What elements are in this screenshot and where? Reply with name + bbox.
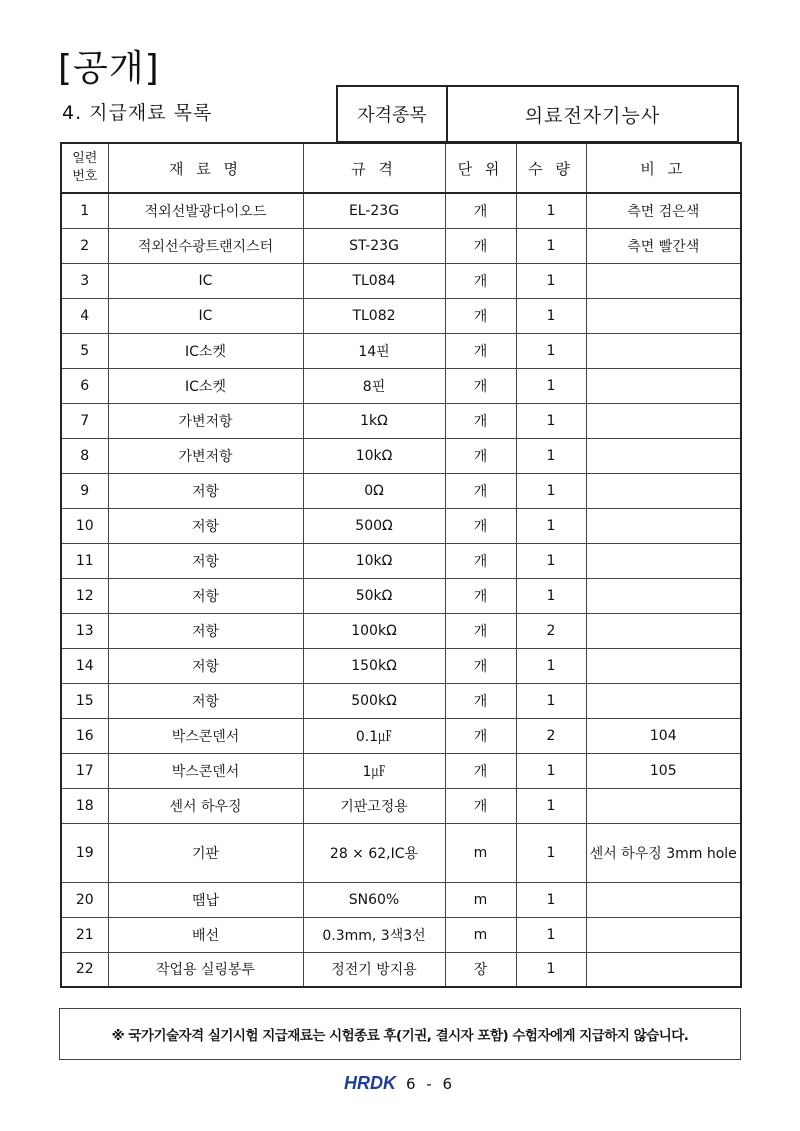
cell-note [586,473,741,508]
cell-note [586,298,741,333]
cell-note [586,438,741,473]
cell-material-name: 저항 [108,473,303,508]
cell-serial-number: 8 [61,438,108,473]
table-row [61,683,741,718]
cell-spec: 1kΩ [303,403,445,438]
cell-material-name: 저항 [108,683,303,718]
table-row [61,193,741,228]
cell-unit: 개 [445,193,516,228]
cell-quantity: 1 [516,753,586,788]
cell-spec: 500Ω [303,508,445,543]
cell-material-name: 박스콘덴서 [108,753,303,788]
cell-unit: 개 [445,228,516,263]
cell-unit: 개 [445,683,516,718]
cell-note [586,882,741,917]
notice-box: ※ 국가기술자격 실기시험 지급재료는 시험종료 후(기권, 결시자 포함) 수험자에게 지급하지 않습니다. [59,1008,741,1060]
cell-material-name: 저항 [108,578,303,613]
cell-spec: ST-23G [303,228,445,263]
table-row [61,882,741,917]
table-header-row [61,143,741,193]
table-row [61,403,741,438]
cell-serial-number: 3 [61,263,108,298]
cell-unit: 개 [445,508,516,543]
cell-quantity: 1 [516,917,586,952]
cell-material-name: 배선 [108,917,303,952]
header-serial-line1: 일련 [72,151,98,166]
cell-serial-number: 14 [61,648,108,683]
cell-note [586,917,741,952]
cell-unit: 개 [445,578,516,613]
cell-spec: 14핀 [303,333,445,368]
cell-spec: SN60% [303,882,445,917]
cell-note: 104 [586,718,741,753]
cell-material-name: 저항 [108,543,303,578]
cell-unit: 개 [445,718,516,753]
cell-material-name: IC [108,263,303,298]
cell-quantity: 1 [516,823,586,882]
cell-unit: 개 [445,263,516,298]
cell-serial-number: 10 [61,508,108,543]
cell-quantity: 1 [516,403,586,438]
cell-unit: 개 [445,368,516,403]
cell-unit: 개 [445,473,516,508]
cell-note [586,578,741,613]
qualification-value: 의료전자기능사 [524,104,661,127]
cell-note: 측면 빨간색 [586,228,741,263]
table-row [61,508,741,543]
cell-quantity: 2 [516,613,586,648]
cell-quantity: 1 [516,578,586,613]
header-quantity: 수 량 [516,143,586,193]
cell-note [586,788,741,823]
cell-unit: 개 [445,648,516,683]
cell-serial-number: 11 [61,543,108,578]
table-row [61,333,741,368]
materials-table [60,142,742,988]
header-unit: 단 위 [445,143,516,193]
table-row [61,578,741,613]
cell-note: 센서 하우징 3mm hole [586,823,741,882]
cell-serial-number: 18 [61,788,108,823]
cell-note [586,368,741,403]
cell-material-name: IC소켓 [108,333,303,368]
cell-material-name: 적외선발광다이오드 [108,193,303,228]
table-row [61,788,741,823]
cell-quantity: 1 [516,333,586,368]
cell-serial-number: 6 [61,368,108,403]
table-row [61,823,741,882]
cell-serial-number: 12 [61,578,108,613]
cell-quantity: 1 [516,508,586,543]
cell-serial-number: 21 [61,917,108,952]
table-row [61,298,741,333]
cell-spec: 0.3mm, 3색3선 [303,917,445,952]
cell-serial-number: 20 [61,882,108,917]
cell-note [586,543,741,578]
cell-material-name: 적외선수광트랜지스터 [108,228,303,263]
cell-note [586,648,741,683]
cell-spec: 10kΩ [303,438,445,473]
cell-serial-number: 2 [61,228,108,263]
cell-quantity: 1 [516,788,586,823]
cell-quantity: 1 [516,882,586,917]
cell-material-name: 기판 [108,823,303,882]
table-row [61,263,741,298]
cell-spec: 정전기 방지용 [303,952,445,987]
cell-spec: TL084 [303,263,445,298]
cell-unit: 개 [445,753,516,788]
cell-unit: 장 [445,952,516,987]
cell-note: 105 [586,753,741,788]
cell-quantity: 1 [516,228,586,263]
cell-unit: 개 [445,298,516,333]
cell-spec: 8핀 [303,368,445,403]
cell-unit: m [445,882,516,917]
cell-spec: 50kΩ [303,578,445,613]
cell-spec: 150kΩ [303,648,445,683]
cell-material-name: 저항 [108,648,303,683]
cell-serial-number: 15 [61,683,108,718]
cell-material-name: 땜납 [108,882,303,917]
cell-quantity: 2 [516,718,586,753]
table-row [61,438,741,473]
cell-quantity: 1 [516,952,586,987]
cell-quantity: 1 [516,543,586,578]
cell-spec: EL-23G [303,193,445,228]
cell-material-name: 가변저항 [108,438,303,473]
public-stamp: [공개] [58,48,160,89]
cell-note [586,333,741,368]
cell-material-name: IC [108,298,303,333]
cell-material-name: 박스콘덴서 [108,718,303,753]
table-row [61,613,741,648]
cell-quantity: 1 [516,263,586,298]
cell-quantity: 1 [516,298,586,333]
cell-serial-number: 13 [61,613,108,648]
table-row [61,543,741,578]
section-title: 4. 지급재료 목록 [62,102,213,124]
cell-note: 측면 검은색 [586,193,741,228]
cell-note [586,683,741,718]
cell-unit: 개 [445,788,516,823]
cell-spec: 28 × 62,IC용 [303,823,445,882]
header-spec: 규 격 [303,143,445,193]
cell-quantity: 1 [516,683,586,718]
cell-serial-number: 1 [61,193,108,228]
cell-note [586,508,741,543]
cell-note [586,403,741,438]
cell-quantity: 1 [516,438,586,473]
cell-spec: 10kΩ [303,543,445,578]
page-footer [344,1073,455,1094]
cell-material-name: 센서 하우징 [108,788,303,823]
cell-quantity: 1 [516,648,586,683]
cell-quantity: 1 [516,368,586,403]
cell-serial-number: 7 [61,403,108,438]
cell-unit: m [445,823,516,882]
cell-unit: 개 [445,543,516,578]
cell-material-name: IC소켓 [108,368,303,403]
cell-note [586,613,741,648]
table-row [61,228,741,263]
cell-spec: 100kΩ [303,613,445,648]
cell-spec: 500kΩ [303,683,445,718]
cell-serial-number: 4 [61,298,108,333]
cell-material-name: 작업용 실링봉투 [108,952,303,987]
table-row [61,648,741,683]
header-serial-number [61,143,108,193]
cell-unit: m [445,917,516,952]
cell-material-name: 가변저항 [108,403,303,438]
cell-quantity: 1 [516,473,586,508]
table-row [61,718,741,753]
hrdk-logo: HRDK [344,1073,396,1093]
cell-material-name: 저항 [108,508,303,543]
qualification-label: 자격종목 [338,87,448,141]
cell-serial-number: 5 [61,333,108,368]
table-row [61,952,741,987]
cell-unit: 개 [445,613,516,648]
page-number: 6 - 6 [406,1074,456,1093]
table-row [61,473,741,508]
header-material-name: 재 료 명 [108,143,303,193]
cell-note [586,263,741,298]
cell-spec: 0Ω [303,473,445,508]
cell-material-name: 저항 [108,613,303,648]
cell-spec: TL082 [303,298,445,333]
table-row [61,368,741,403]
header-note: 비 고 [586,143,741,193]
cell-serial-number: 9 [61,473,108,508]
cell-spec: 1㎌ [303,753,445,788]
qualification-box [336,85,739,143]
cell-unit: 개 [445,333,516,368]
cell-serial-number: 22 [61,952,108,987]
header-serial-line2: 번호 [72,169,98,184]
cell-spec: 기판고정용 [303,788,445,823]
cell-unit: 개 [445,438,516,473]
table-row [61,753,741,788]
cell-note [586,952,741,987]
cell-serial-number: 19 [61,823,108,882]
cell-spec: 0.1㎌ [303,718,445,753]
cell-serial-number: 17 [61,753,108,788]
cell-serial-number: 16 [61,718,108,753]
table-row [61,917,741,952]
cell-unit: 개 [445,403,516,438]
cell-quantity: 1 [516,193,586,228]
